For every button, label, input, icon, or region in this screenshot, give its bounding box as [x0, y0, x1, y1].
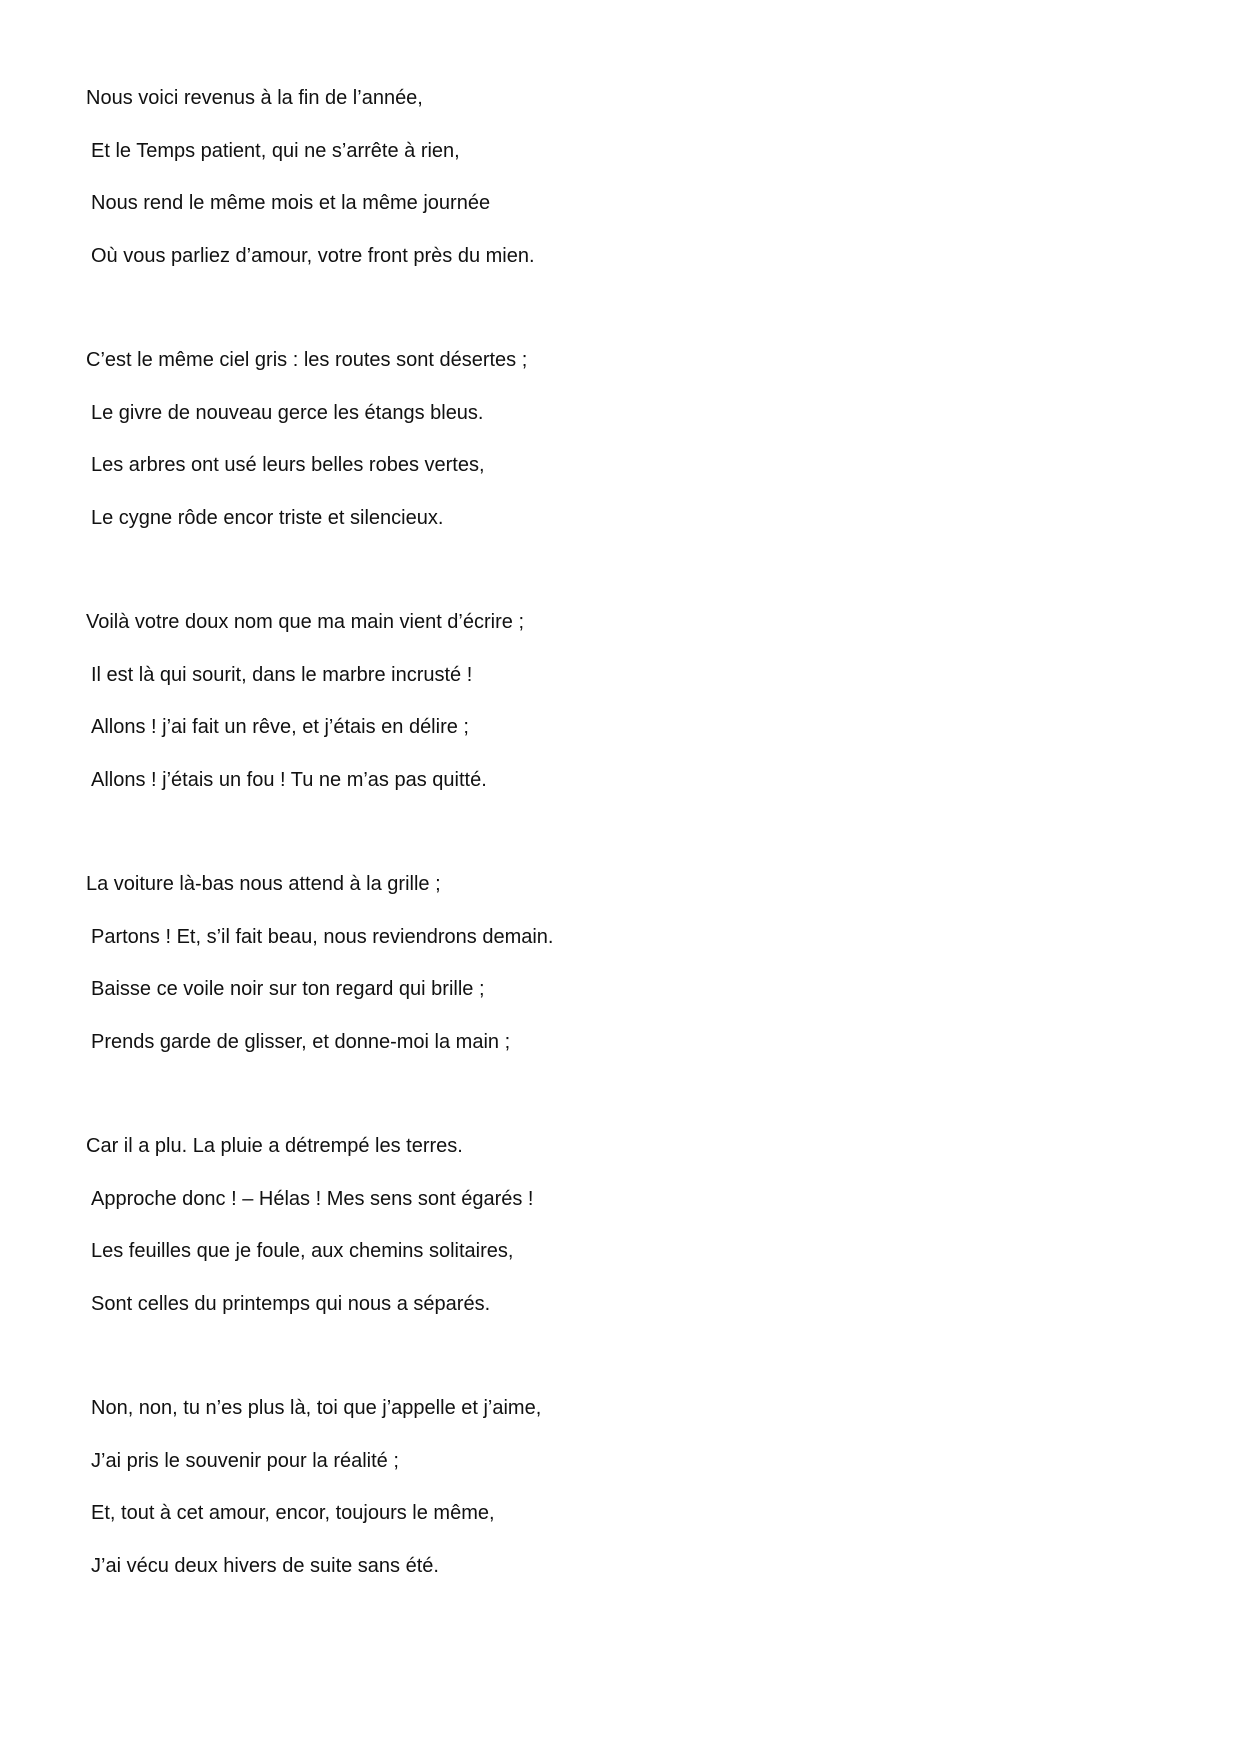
- poem-line: J’ai pris le souvenir pour la réalité ;: [91, 1449, 399, 1472]
- poem-line: Et le Temps patient, qui ne s’arrête à rien,: [91, 139, 460, 162]
- poem-line: Non, non, tu n’es plus là, toi que j’appelle et j’aime,: [91, 1397, 542, 1419]
- poem-line: Où vous parliez d’amour, votre front près du mien.: [91, 244, 535, 267]
- poem-line: Nous rend le même mois et la même journée: [91, 192, 491, 214]
- poem-line: Il est là qui sourit, dans le marbre incrusté !: [91, 663, 473, 686]
- poem-line: J’ai vécu deux hivers de suite sans été.: [91, 1554, 439, 1577]
- poem-line: Voilà votre doux nom que ma main vient d’écrire ;: [86, 611, 524, 633]
- poem-line: Baisse ce voile noir sur ton regard qui brille ;: [91, 978, 485, 1000]
- stanza-6: [86, 1394, 1086, 1604]
- stanza-5: [86, 1132, 1086, 1342]
- stanza-2: [86, 346, 1086, 556]
- stanza-3: [86, 608, 1086, 818]
- poem-line: Car il a plu. La pluie a détrempé les terres.: [86, 1135, 463, 1157]
- poem-line: Allons ! j’étais un fou ! Tu ne m’as pas quitté.: [91, 768, 487, 791]
- poem-line: Les arbres ont usé leurs belles robes vertes,: [91, 454, 485, 476]
- poem-line: Les feuilles que je foule, aux chemins solitaires,: [91, 1240, 514, 1262]
- poem-line: Le cygne rôde encor triste et silencieux.: [91, 506, 444, 529]
- poem-line: Et, tout à cet amour, encor, toujours le même,: [91, 1502, 495, 1524]
- poem-line: La voiture là-bas nous attend à la grille ;: [86, 873, 441, 895]
- poem-line: Partons ! Et, s’il fait beau, nous reviendrons demain.: [91, 925, 554, 948]
- poem: [86, 84, 1086, 1656]
- stanza-4: [86, 870, 1086, 1080]
- poem-line: Approche donc ! – Hélas ! Mes sens sont égarés !: [91, 1187, 534, 1210]
- poem-line: Nous voici revenus à la fin de l’année,: [86, 87, 423, 109]
- poem-line: Prends garde de glisser, et donne-moi la main ;: [91, 1030, 511, 1053]
- poem-line: Le givre de nouveau gerce les étangs bleus.: [91, 401, 484, 424]
- poem-line: Allons ! j’ai fait un rêve, et j’étais en délire ;: [91, 716, 469, 738]
- poem-line: C’est le même ciel gris : les routes sont désertes ;: [86, 349, 528, 371]
- stanza-1: [86, 84, 1086, 294]
- poem-line: Sont celles du printemps qui nous a séparés.: [91, 1292, 491, 1315]
